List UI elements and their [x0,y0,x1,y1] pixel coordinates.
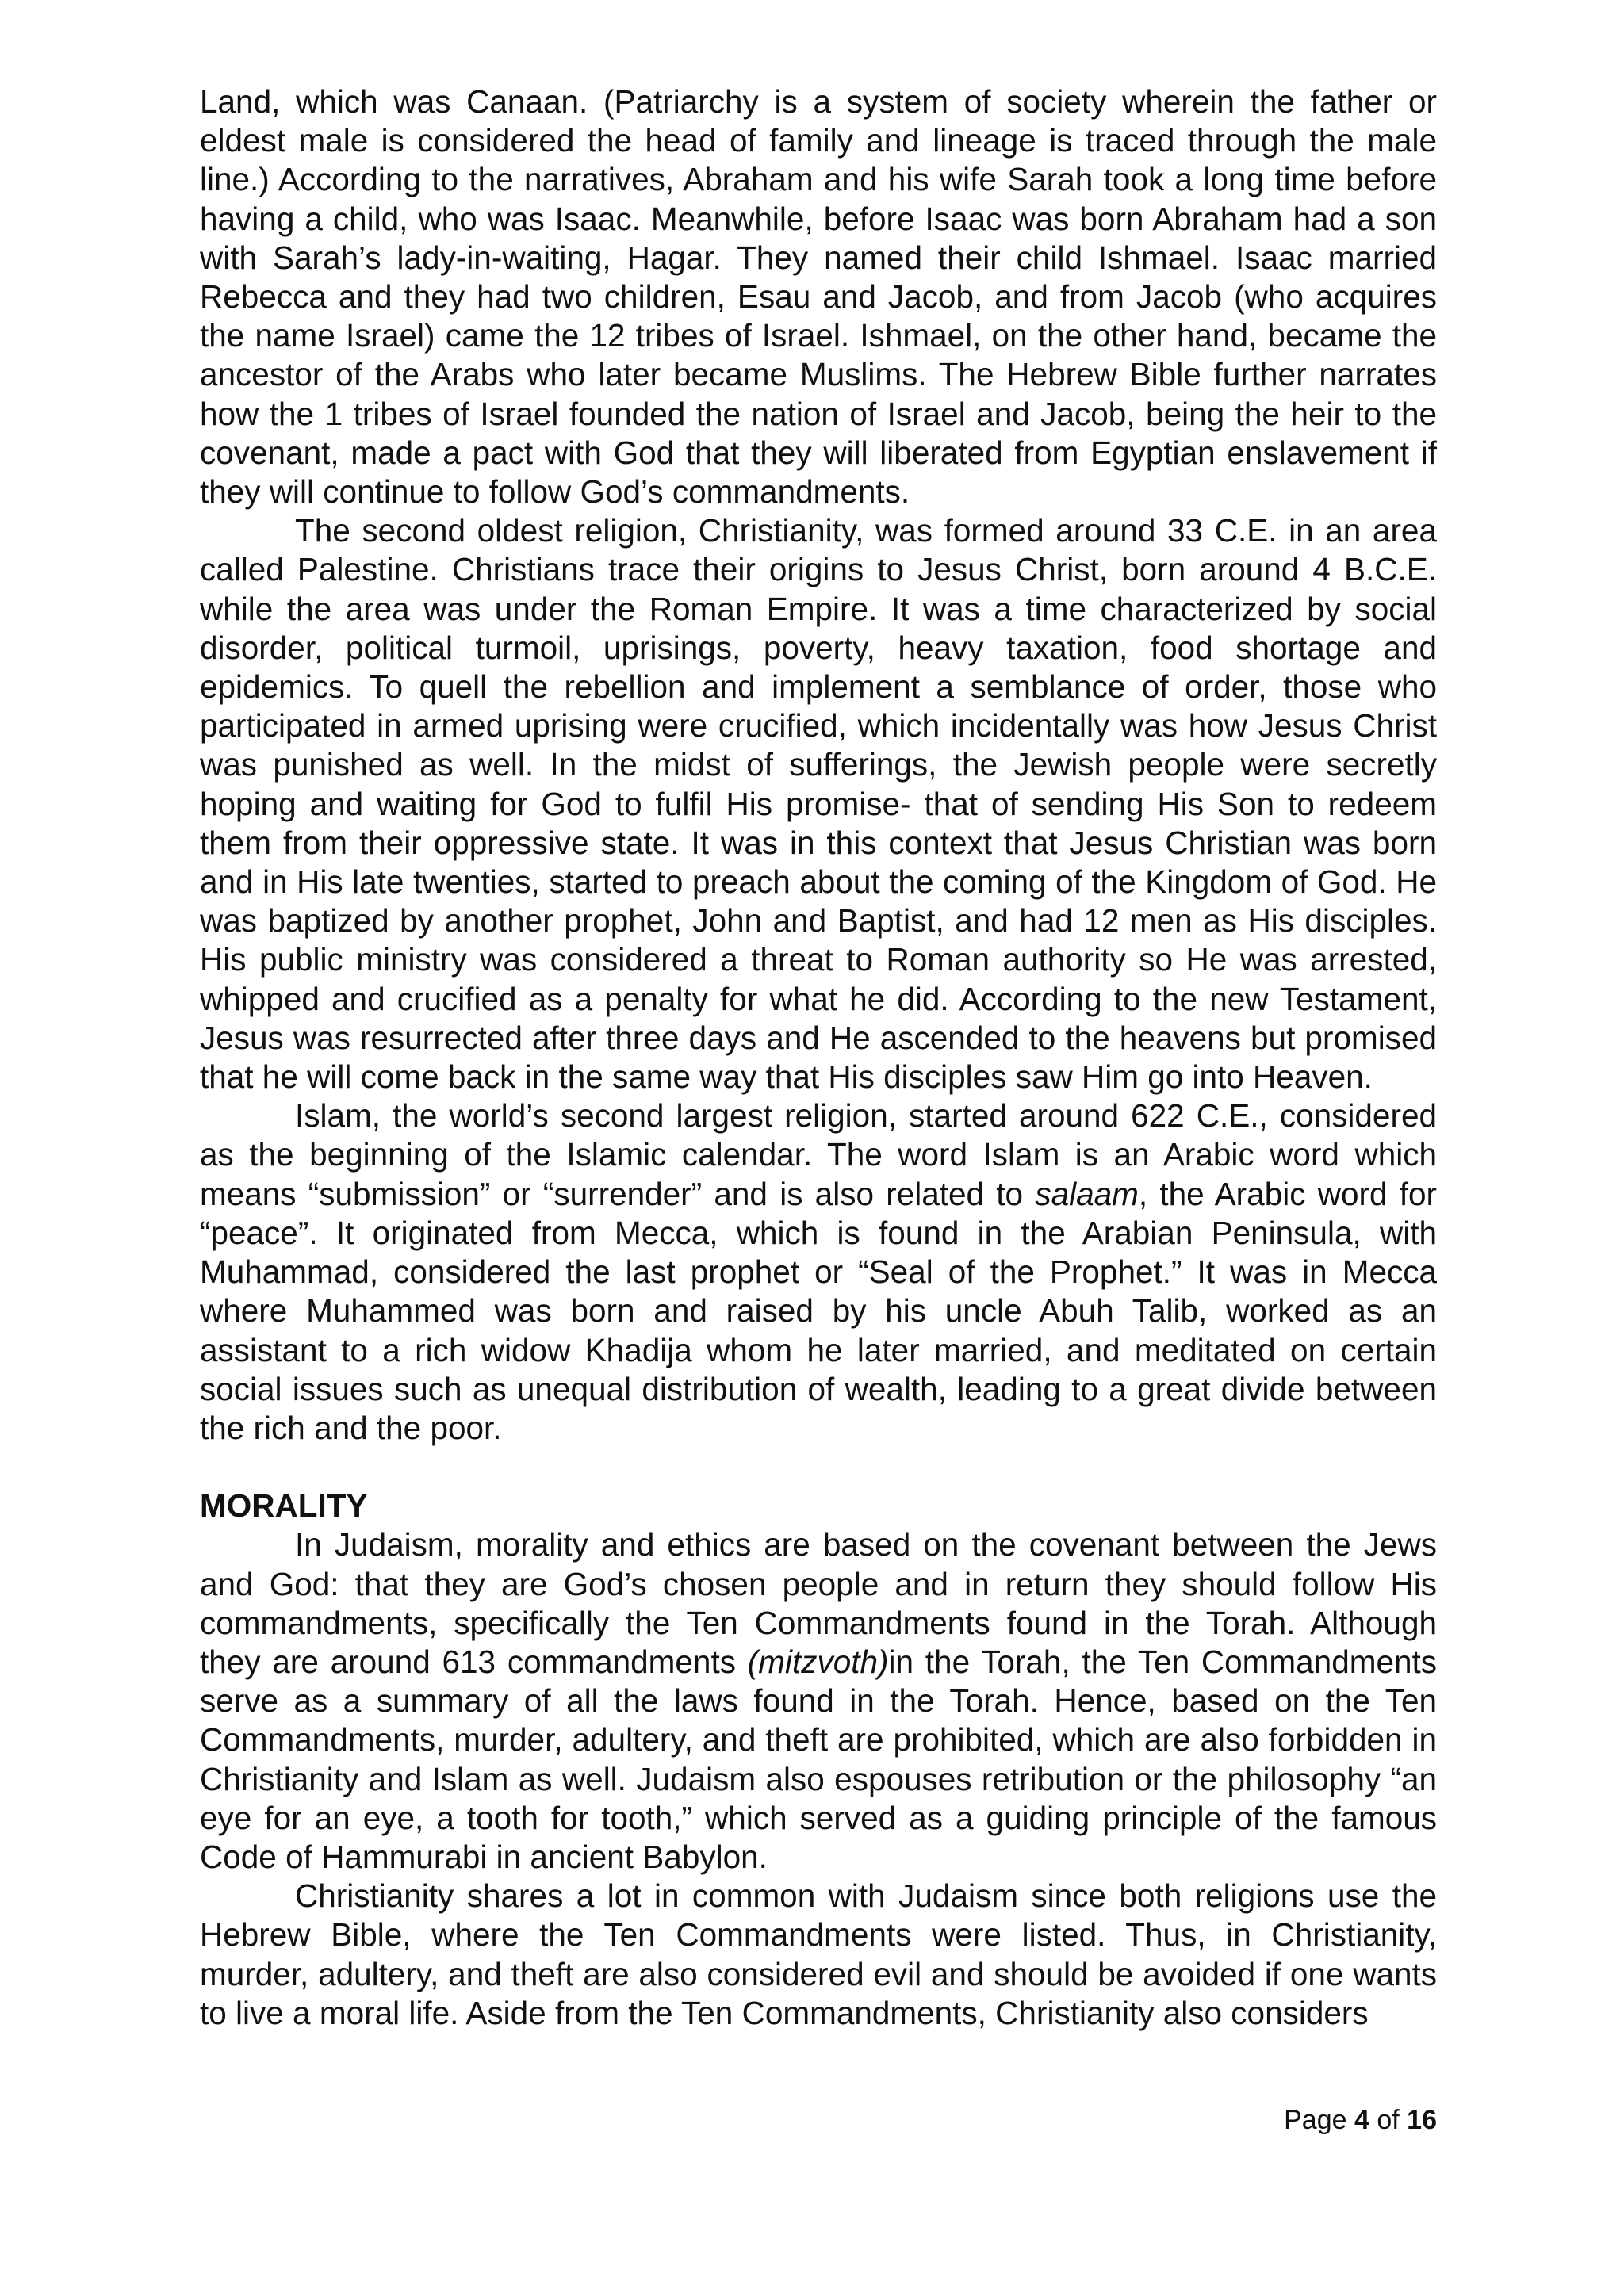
paragraph-islam-text-2: , the Arabic word for “peace”. It originated from Mecca, which is found in the Arabian Peninsula, with Muhammad, considered the last prophet or “Seal of the Prophet.” It was in Mecca where Muhammed was born and raised by his uncle Abuh Talib, worked as an assistant to a rich widow Khadija whom he later married, and meditated on certain social issues such as unequal distribution of wealth, leading to a great divide between the rich and the poor. [200,1175,1437,1446]
page-label: Page [1284,2105,1347,2135]
paragraph-islam-text-1: Islam, the world’s second largest religion, started around 622 C.E., considered as the beginning of the Islamic calendar. The word Islam is an Arabic word which means “submission” or “surrender” and is also related to [200,1097,1437,1212]
section-spacer [200,1448,1437,1487]
paragraph-christianity-morality: Christianity shares a lot in common with Judaism since both religions use the Hebrew Bible, where the Ten Commandments were listed. Thus, in Christianity, murder, adultery, and theft are also considered evil and should be avoided if one wants to live a moral life. Aside from the Ten Commandments, Christianity also considers [200,1877,1437,2031]
total-pages-number: 16 [1407,2105,1437,2135]
paragraph-islam [200,1096,1437,1448]
section-heading-morality: MORALITY [200,1487,368,1525]
paragraph-judaism-text-2: in the Torah, the Ten Commandments serve as a summary of all the laws found in the Torah. Hence, based on the Ten Commandments, murder, adultery, and theft are prohibited, which are also forbidden in Christianity and Islam as well. Judaism also espouses retribution or the philosophy “an eye for an eye, a tooth for tooth,” which served as a guiding principle of the famous Code of Hammurabi in ancient Babylon. [200,1643,1438,1875]
paragraph-judaism-text-1: In Judaism, morality and ethics are based on the covenant between the Jews and God: that they are God’s chosen people and in return they should follow His commandments, specifically the Ten Commandments found in the Torah. Although they are around 613 commandments [200,1526,1437,1680]
paragraph-judaism-morality [200,1525,1437,1877]
of-label: of [1377,2105,1400,2135]
term-salaam: salaam [1035,1175,1139,1212]
paragraph-christianity: The second oldest religion, Christianity, was formed around 33 C.E. in an area called Palestine. Christians trace their origins to Jesus Christ, born around 4 B.C.E. while the area was under the Roman Empire. It was a time characterized by social disorder, political turmoil, uprisings, poverty, heavy taxation, food shortage and epidemics. To quell the rebellion and implement a semblance of order, those who participated in armed uprising were crucified, which incidentally was how Jesus Christ was punished as well. In the midst of sufferings, the Jewish people were secretly hoping and waiting for God to fulfil His promise- that of sending His Son to redeem them from their oppressive state. It was in this context that Jesus Christian was born and in His late twenties, started to preach about the coming of the Kingdom of God. He was baptized by another prophet, John and Baptist, and had 12 men as His disciples. His public ministry was considered a threat to Roman authority so He was arrested, whipped and crucified as a penalty for what he did. According to the new Testament, Jesus was resurrected after three days and He ascended to the heavens but promised that he will come back in the same way that His disciples saw Him go into Heaven. [200,512,1437,1096]
page-number-footer [1189,2104,1437,2136]
document-body [200,82,1437,2033]
paragraph-patriarchs: Land, which was Canaan. (Patriarchy is a system of society wherein the father or eldest male is considered the head of family and lineage is traced through the male line.) According to the narratives, Abraham and his wife Sarah took a long time before having a child, who was Isaac. Meanwhile, before Isaac was born Abraham had a son with Sarah’s lady-in-waiting, Hagar. They named their child Ishmael. Isaac married Rebecca and they had two children, Esau and Jacob, and from Jacob (who acquires the name Israel) came the 12 tribes of Israel. Ishmael, on the other hand, became the ancestor of the Arabs who later became Muslims. The Hebrew Bible further narrates how the 1 tribes of Israel founded the nation of Israel and Jacob, being the heir to the covenant, made a pact with God that they will liberated from Egyptian enslavement if they will continue to follow God’s commandments. [200,83,1437,511]
current-page-number: 4 [1354,2105,1369,2135]
term-mitzvoth: (mitzvoth) [747,1643,889,1680]
